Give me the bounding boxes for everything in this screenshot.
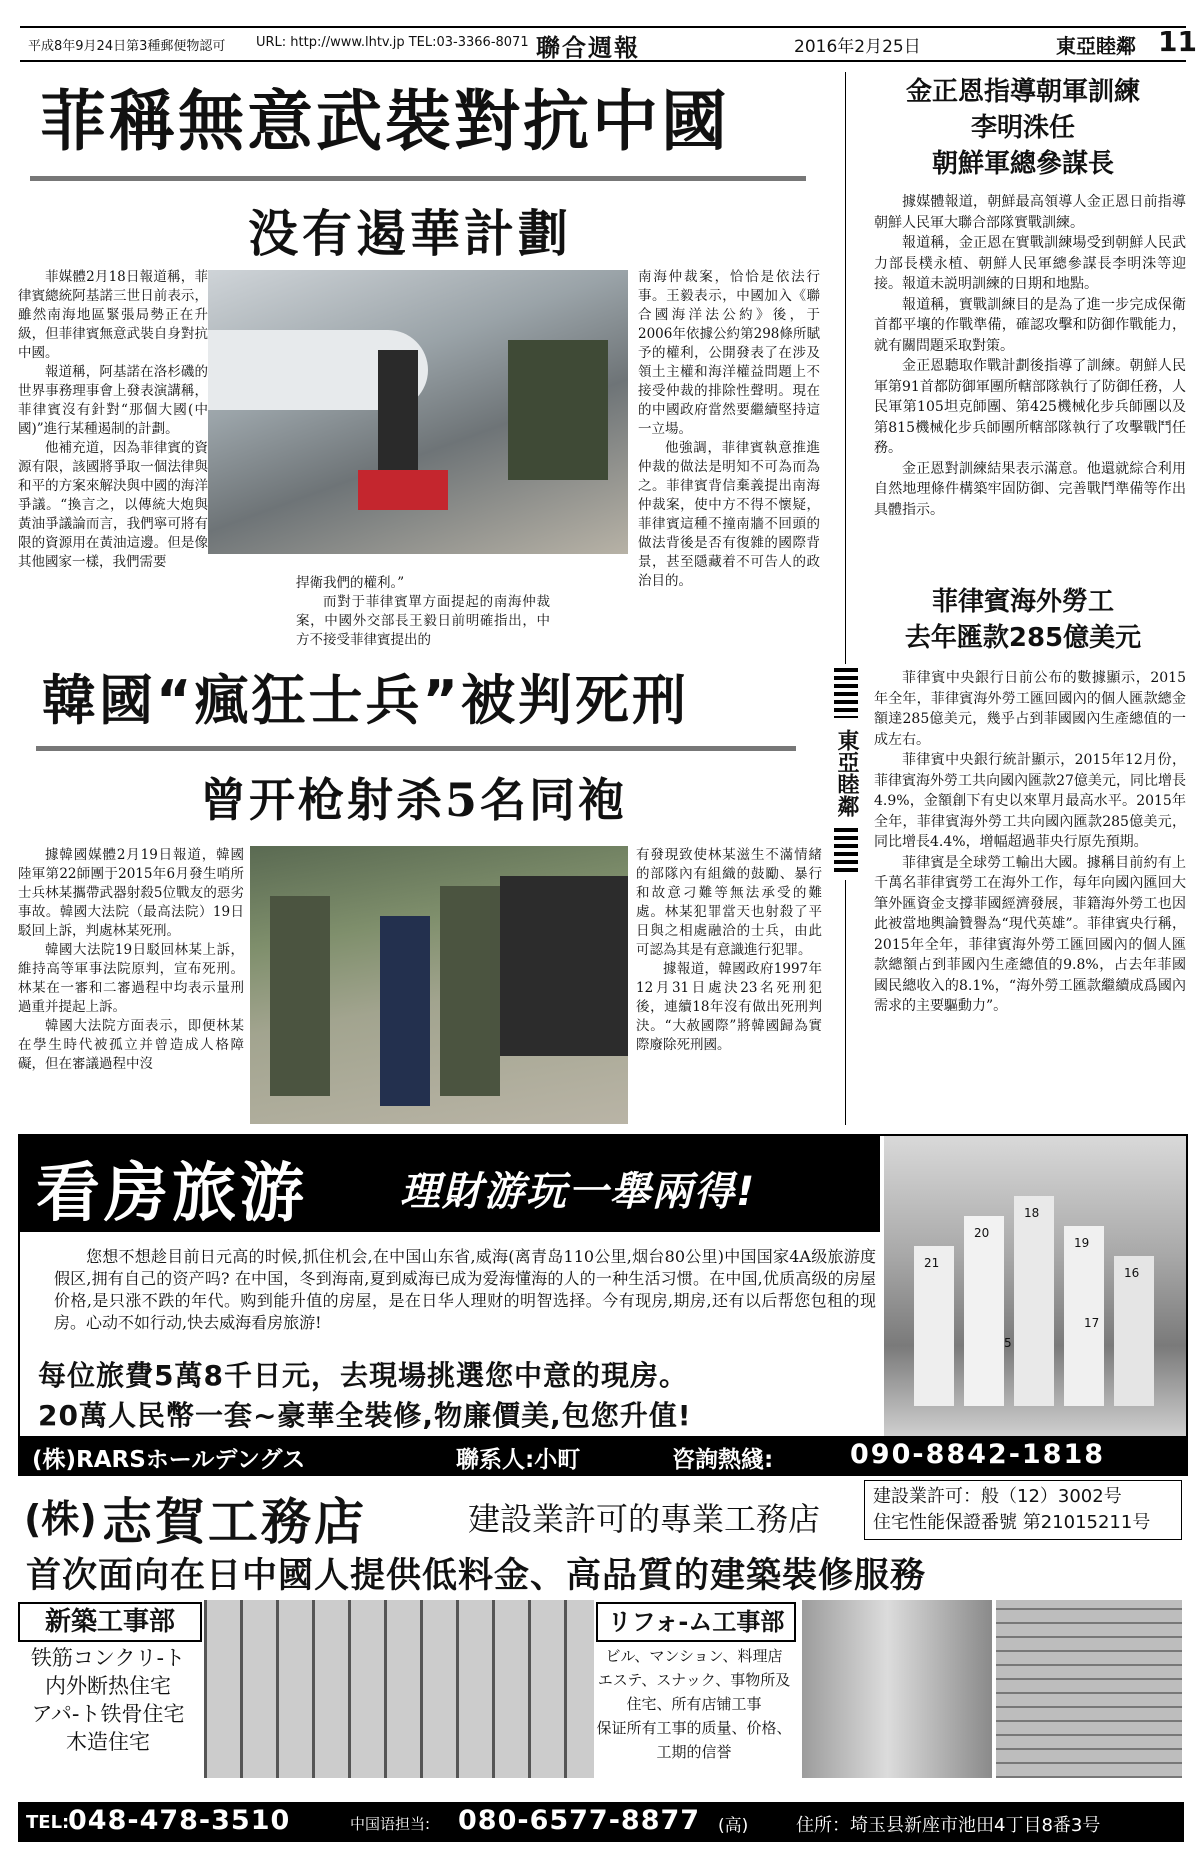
- construction-tagline: 建設業許可的專業工務店: [468, 1500, 821, 1538]
- article2-subtitle: 曾开枪射杀5名同袍: [200, 773, 628, 827]
- list-item: 住宅、所有店铺工事: [626, 1695, 762, 1713]
- speaker-figure: [378, 350, 418, 470]
- side2-title-line: 菲律賓海外勞工: [931, 587, 1114, 617]
- tour-ad: [18, 1134, 1188, 1476]
- side1-headline: [860, 74, 1186, 182]
- list-item: 铁筋コンクリ-ト: [30, 1646, 186, 1670]
- article1-paragraph: 報道稱，阿基諾在洛杉磯的世界事務理事會上發表演講稱，菲律賓沒有針對“那個大國(中國)”進行某種遏制的計劃。: [18, 364, 208, 437]
- article1-paragraph: 而對于菲律賓單方面提起的南海仲裁案，中國外交部長王毅日前明確指出，中方不接受菲律賓提出的: [296, 594, 550, 648]
- building-label: 17: [1084, 1316, 1100, 1330]
- article2-paragraph: 據報道，韓國政府1997年12月31日處決23名死刑犯後，連續18年沒有做出死刑判決。“大赦國際”將韓國歸為實際廢除死刑國。: [636, 961, 822, 1053]
- vertical-section-label: 東亞睦鄰: [832, 718, 860, 828]
- tour-ad-company: (株)RARSホールデングス: [32, 1447, 306, 1473]
- article1-paragraph: 他補充道，因為菲律賓的資源有限，該國將爭取一個法律與和平的方案來解決與中國的海洋爭議。“換言之，以傳統大炮與黃油爭議論而言，我們寧可將有限的資源用在黃油這邊。但是像其他國家一樣，我們需要: [18, 440, 208, 570]
- paper-name: 聯合週報: [536, 34, 640, 62]
- article1-photo: [208, 270, 628, 554]
- side2-paragraph: 菲律賓是全球勞工輸出大國。據稱目前約有上千萬名菲律賓勞工在海外工作，每年向國內匯回大筆外匯資金支撐菲國經濟發展，菲籍海外勞工也因此被當地輿論贊譽為“現代英雄”。菲律賓央行稱，2015年全年，菲律賓海外勞工匯回國內的個人匯款總額占到菲國內生產總值的9.8%，占去年菲國國民總收入的8.1%，“海外勞工匯款繼續成爲國內需求的主要驅動力”。: [874, 854, 1186, 1014]
- red-podium: [358, 470, 448, 510]
- article1-paragraph: 他強調，菲律賓執意推進仲裁的做法是明知不可為而為之。菲律賓背信棄義提出南海仲裁案，使中方不得不懷疑，菲律賓這種不撞南牆不回頭的做法背後是否有復雜的國際背景，甚至隱藏着不可告人的政治目的。: [638, 440, 820, 589]
- construction-license-box: [864, 1480, 1182, 1540]
- side1-title-line: 李明洙任: [970, 113, 1075, 143]
- article2-col1: [18, 846, 244, 1074]
- building-label: 18: [1024, 1206, 1040, 1220]
- building-label: 19: [1074, 1236, 1090, 1250]
- tour-ad-body: [54, 1246, 876, 1334]
- issue-date: 2016年2月25日: [794, 37, 921, 57]
- article2-photo: [250, 846, 628, 1124]
- article2-title: 韓國“瘋狂士兵”被判死刑: [42, 669, 689, 732]
- tour-ad-price-line: 每位旅費5萬8千日元，去現場挑選您中意的現房。: [38, 1359, 688, 1392]
- newbuild-title: 新築工事部: [18, 1602, 202, 1642]
- side2-paragraph: 菲律賓中央銀行統計顯示，2015年12月份，菲律賓海外勞工共向國內匯款27億美元，同比增長4.9%，金額創下有史以來單月最高水平。2015年全年，菲律賓海外勞工共向國內匯款285億美元，同比增長4.4%，增幅超過菲央行原先預期。: [874, 752, 1186, 850]
- side1-body: [874, 192, 1186, 520]
- side1-title-line: 朝鮮軍總參謀長: [931, 149, 1114, 179]
- construction-brand: 志賀工務店: [102, 1493, 367, 1551]
- construction-brand-prefix: (株): [24, 1497, 97, 1541]
- side1-paragraph: 據媒體報道，朝鮮最高領導人金正恩日前指導朝鮮人民軍大聯合部隊實戰訓練。: [874, 194, 1186, 231]
- side2-title-line: 去年匯款285億美元: [904, 623, 1142, 653]
- article2-paragraph: 據韓國媒體2月19日報道，韓國陸軍第22師團于2015年6月發生哨所士兵林某攜帶武器射殺5位戰友的惡劣事故。韓國大法院（最高法院）19日駁回上訴，判處林某死刑。: [18, 847, 244, 939]
- tour-ad-phone[interactable]: 090-8842-1818: [850, 1439, 1106, 1470]
- soldier-figure: [270, 896, 330, 1096]
- article2-rule: [36, 746, 796, 751]
- side2-headline: [860, 584, 1186, 656]
- side1-paragraph: 報道稱，實戰訓練目的是為了進一步完成保衛首都平壤的作戰準備，確認攻擊和防御作戰能力，就有關問題采取對策。: [874, 296, 1186, 354]
- side2-paragraph: 菲律賓中央銀行日前公布的數據顯示，2015年全年，菲律賓海外勞工匯回國內的個人匯款總金額達285億美元，幾乎占到菲國國內生產總值的一成左右。: [874, 670, 1186, 748]
- construction-ad: [18, 1480, 1184, 1850]
- list-item: エステ、スナック、事物所及: [597, 1671, 791, 1689]
- article2-paragraph: 有發現致使林某滋生不滿情緒的部隊內有組織的鼓勵、暴行和故意刁難等無法承受的難處。林某犯罪當天也射殺了平日與之相處融洽的士兵，由此可認為其是有意識進行犯罪。: [636, 847, 822, 958]
- article1-paragraph: 捍衛我們的權利。”: [296, 575, 405, 591]
- construction-headline: 首次面向在日中國人提供低料金、高品質的建築裝修服務: [26, 1556, 927, 1596]
- construction-contact-bar: [18, 1802, 1184, 1842]
- side1-title-line: 金正恩指導朝軍訓練: [905, 77, 1140, 107]
- vehicle-shape: [500, 876, 628, 1056]
- article1-title: 菲稱無意武裝對抗中國: [40, 83, 730, 160]
- section-name: 東亞睦鄰: [1056, 34, 1136, 58]
- chinese-contact-name: (高): [718, 1816, 749, 1836]
- article2-paragraph: 韓國大法院方面表示，即便林某在學生時代被孤立并曾造成人格障礙，但在審議過程中沒: [18, 1018, 244, 1072]
- tower-shape: [914, 1246, 954, 1406]
- column-divider: [845, 72, 846, 664]
- article1-col2: [296, 574, 550, 650]
- reform-title: リフォ-ム工事部: [596, 1602, 796, 1642]
- warranty-number: 住宅性能保證番號 第21015211号: [873, 1512, 1151, 1533]
- interior-photo: [802, 1600, 992, 1778]
- tel-label: TEL:: [26, 1812, 70, 1833]
- tower-shape: [1014, 1196, 1054, 1406]
- list-item: 工期的信誉: [656, 1743, 732, 1761]
- tour-ad-paragraph: 您想不想趁目前日元高的时候,抓住机会,在中国山东省,威海(离青岛110公里,烟台80公里)中国国家4A级旅游度假区,拥有自己的资产吗? 在中国，冬到海南,夏到威海已成为爱海懂海的人的一种生活习惯。在中国,优质高级的房屋价格,是只涨不跌的年代。购到能升值的房屋，是在日华人理财的明智选择。今有现房,期房,还有以后帮您包租的现房。心动不如行动,快去威海看房旅游!: [54, 1247, 876, 1332]
- tour-ad-slogan: 理財游玩一舉兩得!: [400, 1169, 757, 1215]
- article1-paragraph: 南海仲裁案，恰恰是依法行事。王毅表示，中國加入《聯合國海洋法公約》後，于2006年依據公約第298條所賦予的權利，公開發表了在涉及領土主權和海洋權益問題上不接受仲裁的排除性聲明。現在的中國政府當然要繼續堅持這一立場。: [638, 269, 820, 437]
- steel-frame-photo: [204, 1600, 594, 1778]
- newbuild-list: [18, 1644, 198, 1756]
- column-divider-lower: [845, 880, 846, 1125]
- masthead-bar: [20, 25, 1197, 62]
- tour-ad-contact-person: 聯系人:小町: [456, 1447, 581, 1473]
- article1-col1: [18, 268, 208, 572]
- article1-col3: [638, 268, 820, 591]
- soldier-figure: [440, 886, 500, 1096]
- article1-paragraph: 菲媒體2月18日報道稱，菲律賓總統阿基諾三世日前表示，雖然南海地區緊張局勢正在升級，但菲律賓無意武裝自身對抗中國。: [18, 269, 208, 361]
- article2-col3: [636, 846, 822, 1055]
- detainee-figure: [380, 916, 430, 1106]
- building-label: 20: [974, 1226, 990, 1240]
- building-label: 21: [924, 1256, 940, 1270]
- tour-ad-contact-bar: [20, 1436, 1186, 1474]
- page-number: 11: [1158, 25, 1197, 58]
- exterior-photo: [996, 1600, 1182, 1778]
- tour-ad-hotline-label: 咨詢熱綫:: [672, 1447, 774, 1473]
- tour-ad-value-line: 20萬人民幣一套~豪華全裝修,物廉價美,包您升值!: [38, 1399, 692, 1432]
- license-number: 建設業許可：般（12）3002号: [873, 1486, 1122, 1507]
- article1-rule: [30, 176, 806, 181]
- reform-list: [594, 1644, 794, 1764]
- tour-ad-banner: [20, 1136, 880, 1232]
- building-label: 5: [1004, 1336, 1012, 1350]
- site-url[interactable]: URL: http://www.lhtv.jp TEL:03-3366-8071: [256, 35, 529, 50]
- officers-figures: [508, 340, 608, 480]
- article2-paragraph: 韓國大法院19日駁回林某上訴，維持高等軍事法院原判，宣布死刑。林某在一審和二審過程中均表示量刑過重并提起上訴。: [18, 942, 244, 1015]
- list-item: 保证所有工事的质量、价格、: [596, 1719, 792, 1737]
- side2-body: [874, 668, 1186, 1017]
- side1-paragraph: 金正恩聽取作戰計劃後指導了訓練。朝鮮人民軍第91首都防御軍團所轄部隊執行了防御任務，人民軍第105坦克師團、第425機械化步兵師團以及第815機械化步兵師團所轄部隊執行了攻擊戰鬥任務。: [874, 358, 1186, 456]
- tower-shape: [964, 1216, 1004, 1406]
- chinese-contact-phone[interactable]: 080-6577-8877: [458, 1805, 701, 1836]
- side1-paragraph: 金正恩對訓練結果表示滿意。他還就綜合利用自然地理條件構築牢固防御、完善戰鬥準備等作出具體指示。: [874, 460, 1186, 518]
- list-item: 木造住宅: [66, 1730, 150, 1754]
- chinese-contact-label: 中国语担当:: [350, 1815, 431, 1833]
- side1-paragraph: 報道稱，金正恩在實戰訓練場受到朝鮮人民武力部長樸永植、朝鮮人民軍總參謀長李明洙等迎接。報道未説明訓練的日期和地點。: [874, 235, 1186, 292]
- office-address: 住所：埼玉县新座市池田4丁目8番3号: [796, 1815, 1101, 1836]
- tour-ad-title: 看房旅游: [36, 1157, 308, 1231]
- tour-ad-building-photo: [884, 1136, 1186, 1436]
- list-item: 内外断热住宅: [45, 1674, 171, 1698]
- building-label: 16: [1124, 1266, 1140, 1280]
- office-phone[interactable]: 048-478-3510: [68, 1805, 291, 1836]
- list-item: ビル、マンション、料理店: [605, 1647, 783, 1665]
- article1-subtitle: 没有遏華計劃: [248, 204, 572, 263]
- postal-permit: 平成8年9月24日第3種郵便物認可: [28, 39, 226, 54]
- list-item: アパ-ト铁骨住宅: [31, 1702, 185, 1726]
